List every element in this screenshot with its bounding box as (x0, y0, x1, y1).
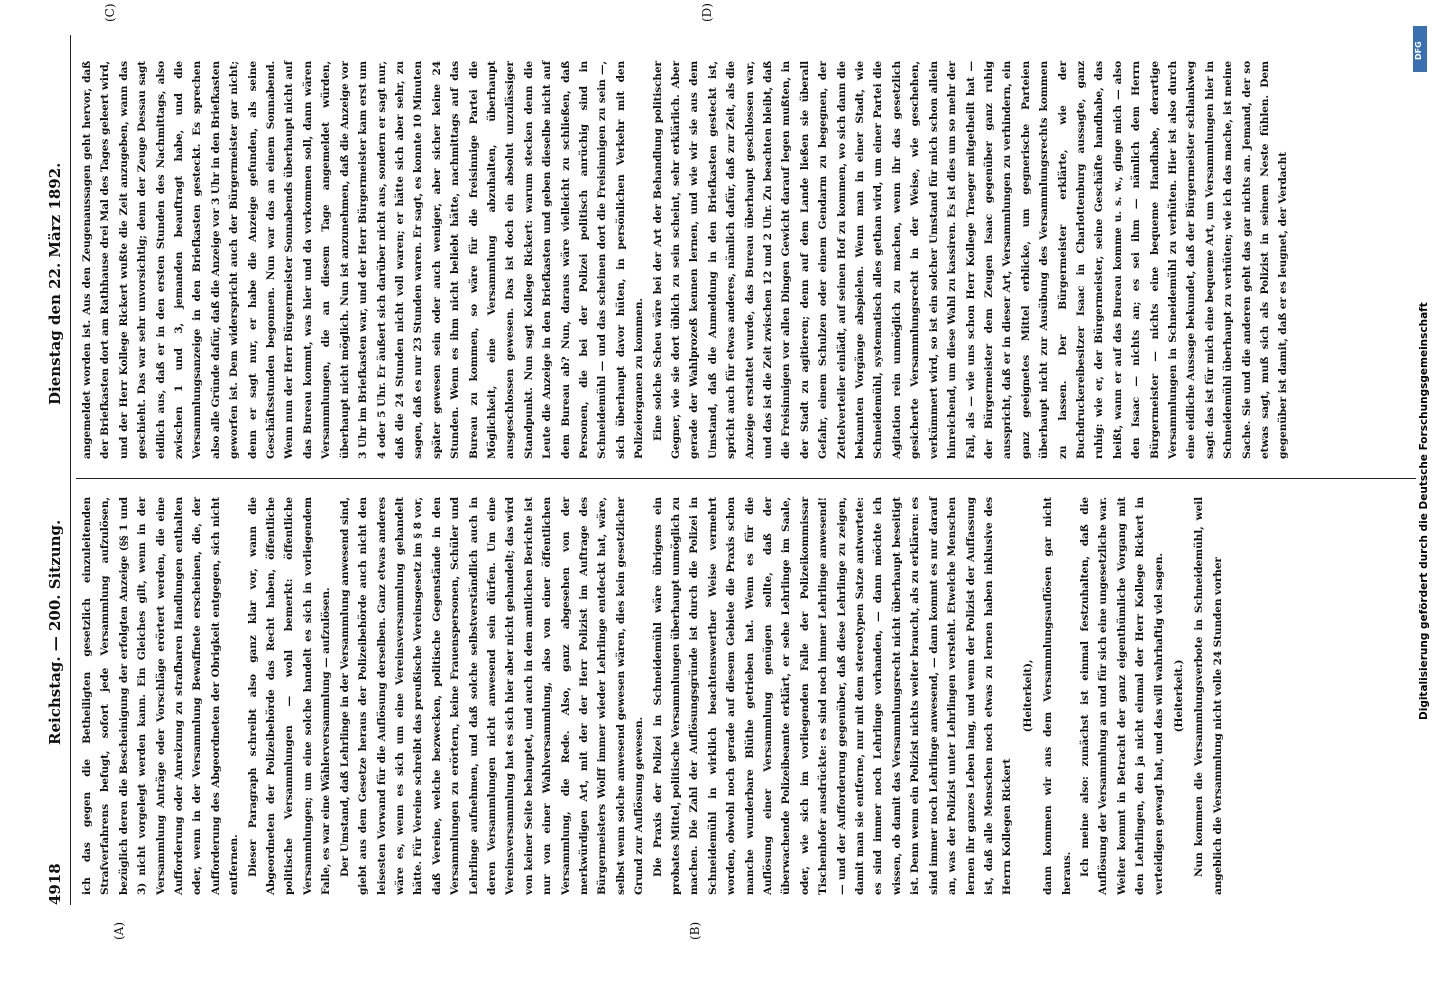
session-title: Reichstag. — 200. Sitzung. (46, 519, 64, 745)
text-column-right (78, 61, 1293, 459)
paragraph: Eine solche Scheu wäre bei der Art der Behandlung politischer Gegner, wie sie dort üblich zu sein scheint, sehr erklärlich. Aber gerade der Wahlprozeß kennen lernen, und wie wir sie aus dem Umstand, daß die Anmeldung in den Briefkasten gesteckt ist, spricht auch für etwas anderes, nämlich dafür, daß zur Zeit, als die Anzeige erstattet wurde, das Bureau überhaupt geschlossen war, und das ist die Zeit zwischen 12 und 2 Uhr. Zu beachten bleibt, daß die Freisinnigen vor allen Dingen Gewicht darauf legen mußten, in der Stadt zu agitieren; denn auf dem Lande ließen sie überall Gefahr, einem Schulzen oder einem Gendarm zu begegnen, der Zettelverteiler einlädt, auf seinen Hof zu kommen, wo sich dann die bekannten Vorgänge abspielen. Wenn man in einer Stadt, wie Schneidemühl, systematisch alles gethan wird, um einer Partei die Agitation rein unmöglich zu machen, wenn ihr das gesetzlich gesicherte Versammlungsrecht in der Weise, wie geschehen, verkümmert wird, so ist ein solcher Umstand für mich schon allein hinreichend, um diese Wahl zu kassiren. Es ist dies um so mehr der Fall, als — wie uns schon Herr Kollege Traeger mitgetheilt hat — der Bürgermeister dem Zeugen Isaac gegenüber ganz ruhig ausspricht, daß er in dieser Art, Versammlungen zu verhindern, ein ganz geeignetes Mittel erblicke, um gegnerische Parteien überhaupt nicht zur Ausübung des Versammlungsrechts kommen zu lassen. Der Bürgermeister erklärte, wie der Buchdruckereibesitzer Isaac in Charlottenburg aussagte, ganz ruhig: wie er, der Bürgermeister, seine Geschäfte handhabe, das heißt, wann er auf das Bureau komme u. s. w., ginge mich — also den Isaac — nichts an; es sei ihm — nämlich dem Herrn Bürgermeister — nichts eine bequeme Handhabe, derartige Versammlungen in Schneidemühl zu verhüten. Hier ist also durch eine eidliche Aussage bekundet, daß der Bürgermeister schlankweg sagt: das ist für mich eine bequeme Art, um Versammlungen hier in Schneidemühl überhaupt zu verhüten; wie ich das mache, ist meine Sache. Sie und die anderen geht das gar nichts an. Jemand, der so etwas sagt, muß sich als Polizist in seinem Neste fühlen. Dem gegenüber ist damit, daß er es leugnet, der Verdacht (651, 61, 1290, 459)
page-number: 4918 (46, 863, 64, 905)
paragraph: angemeldet worden ist. Aus den Zeugenaussagen geht hervor, daß der Briefkasten dort am Rathhause drei Mal des Tages geleert wird, und der Herr Kollege Rickert wußte die Zeit anzugeben, wann das geschieht. Das war sehr unvorsichtig; denn der Zeuge Dessau sagt eidlich aus, daß er in den ersten Stunden des Nachmittags, also zwischen 1 und 3, jemanden beauftragt habe, und die Versammlungsanzeige in den Briefkasten gesteckt. Es sprechen also alle Gründe dafür, daß die Anzeige vor 3 Uhr in den Briefkasten geworfen ist. Dem widerspricht auch der Bürgermeister gar nicht; denn er sagt nur, er habe die Anzeige gefunden, als seine Geschäftsstunden begonnen. Nun war das an einem Sonnabend. Wenn nun der Herr Bürgermeister Sonnabends überhaupt nicht auf das Bureau kommt, was hier und da vorkommen soll, dann wären Versammlungen, die an diesem Tage angemeldet würden, überhaupt nicht möglich. Nun ist anzunehmen, daß die Anzeige vor 3 Uhr im Briefkasten war, und der Herr Bürgermeister kam erst um 4 oder 5 Uhr. Er äußert sich darüber nicht aus, sondern er sagt nur, daß die 24 Stunden nicht voll waren; er hätte sich aber sehr, zu sagen, daß es nur 23 Stunden waren. Er sagt, es konnte 10 Minuten später gewesen sein oder auch weniger, aber sicher keine 24 Stunden. Wenn es ihm nicht beliebt hätte, nachmittags auf das Bureau zu kommen, so wäre für die freisinnige Partei die Möglichkeit, eine Versammlung abzuhalten, überhaupt ausgeschlossen gewesen. Das ist doch ein absolut unzulässiger Standpunkt. Nun sagt Kollege Rickert: warum stecken denn die Leute die Anzeige in den Briefkasten und geben dieselbe nicht auf dem Bureau ab? Nun, daraus wäre vielleicht zu schließen, daß Personen, die bei der Polizei politisch anrüchig sind in Schneidemühl — und das scheinen dort die Freisinnigen zu sein —, sich überhaupt davor hüten, in persönlichen Verkehr mit den Polizeiorganen zu kommen. (81, 61, 646, 459)
paragraph: Dieser Paragraph schreibt also ganz klar vor, wann die Abgeordneten der Polizeibehörde das Recht haben, öffentliche politische Versammlungen — wohl bemerkt: öffentliche Versammlungen; um eine solche handelt es sich in vorliegendem Falle, es war eine Wählerversammlung — aufzulösen. (246, 497, 333, 895)
text-column-left (78, 497, 1227, 895)
dfg-logo (1413, 26, 1427, 72)
paragraph: ich das gegen die Betheiligten gesetzlich einzuleitenden Strafverfahrens befugt, sofort jede Versammlung aufzulösen, bezüglich deren die Bescheinigung der erfolgten Anzeige (§§ 1 und 3) nicht vorgelegt werden kann. Ein Gleiches gilt, wenn in der Versammlung Anträge oder Vorschläge erörtert werden, die eine Aufforderung oder Anreizung zu strafbaren Handlungen enthalten oder, wenn in der Versammlung Bewaffnete erscheinen, die, der Aufforderung des Abgeordneten der Obrigkeit entgegen, sich nicht entfernen. (81, 497, 241, 895)
digitization-credit (1336, 0, 1432, 1000)
paragraph: Nun kommen die Versammlungsverbote in Schneidemühl, weil angeblich die Versammlung nicht volle 24 Stunden vorher (1193, 497, 1224, 895)
paragraph: Ich meine also: zunächst ist einmal festzuhalten, daß die Auflösung der Versammlung an und für sich eine ungesetzliche war. Weiter kommt in Betracht der ganz eigenthümliche Vorgang mit den Lehrlingen, den ja nicht einmal der Herr Kollege Rickert in verteidigen gewagt hat, und das will wahrhaftig viel sagen. (1078, 497, 1165, 895)
column-divider (76, 478, 1416, 479)
margin-marker-a: (A) (112, 921, 126, 940)
credit-text: Digitalisierung gefördert durch die Deutsche Forschungsgemeinschaft (1418, 302, 1430, 720)
margin-marker-c: (C) (103, 3, 117, 22)
paragraph: dann kommen wir aus dem Versammlungsauflösen gar nicht heraus. (1042, 497, 1073, 895)
paragraph: Die Praxis der Polizei in Schneidemühl wäre übrigens ein probates Mittel, politische Versammlungen überhaupt unmöglich zu machen. Die Zahl der Auflösungsgründe ist durch die Polizei in Schneidemühl in wirklich beachtenswerther Weise vermehrt worden, obwohl noch gerade auf diesem Gebiete die Praxis schon manche wunderbare Blüthe getrieben hat. Wenn es für die Auflösung einer Versammlung genügen sollte, daß der überwachende Polizeibeamte erklärt, er sehe Lehrlinge im Saale, oder, wie sich im vorliegenden Falle der Polizeikommissar Tischenhofer ausdrückte: es sind noch immer Lehrlinge anwesend! — und der Aufforderung gegenüber, daß diese Lehrlinge zu zeigen, damit man sie entferne, nur mit dem stereotypen Satze antwortete: es sind immer noch Lehrlinge vorhanden, — dann möchte ich wissen, ob damit das Versammlungsrecht nicht überhaupt beseitigt ist. Denn wenn ein Polizist nichts weiter braucht, als zu erklären: es sind immer noch Lehrlinge anwesend, — dann kommt es nur darauf an, was der Polizist unter Lehrlingen versteht. Etwelche Menschen lernen ihr ganzes Leben lang, und wenn der Polizist der Auffassung ist, daß alle Menschen noch etwas zu lernen haben inklusive des Herrn Kollegen Rickert (651, 497, 1014, 895)
paragraph: Der Umstand, daß Lehrlinge in der Versammlung anwesend sind, giebt aus dem Gesetze heraus der Polizeibehörde auch nicht den leisesten Vorwand für die Auflösung derselben. Ganz etwas anderes wäre es, wenn es sich um eine Vereinsversammlung gehandelt hätte. Für Vereine schreibt das preußische Vereinsgesetz im § 8 vor, daß Vereine, welche bezwecken, politische Gegenstände in den Versammlungen zu erörtern, keine Frauenspersonen, Schüler und Lehrlinge aufnehmen, und daß solche selbstverständlich auch in deren Versammlungen nicht anwesend sein dürfen. Um eine Vereinsversammlung hat es sich hier aber nicht gehandelt; das wird von keiner Seite behauptet, und auch in dem amtlichen Berichte ist nur von einer Wahlversammlung, also von einer öffentlichen Versammlung, die Rede. Also, ganz abgesehen von der merkwürdigen Art, mit der der Herr Polizist im Auftrage des Bürgermeisters Wolff immer wieder Lehrlinge entdeckt hat, wäre, selbst wenn solche anwesend gewesen wären, dies kein gesetzlicher Grund zur Auflösung gewesen. (338, 497, 646, 895)
header-rule (70, 35, 71, 905)
margin-marker-d: (D) (700, 3, 714, 22)
interjection: (Heiterkeit.) (1172, 659, 1185, 733)
session-date: Dienstag den 22. März 1892. (46, 162, 64, 405)
dfg-logo-label: DFG (1414, 41, 1423, 60)
interjection: (Heiterkeit), (1021, 659, 1034, 733)
running-head (46, 35, 70, 905)
margin-marker-b: (B) (688, 921, 702, 940)
